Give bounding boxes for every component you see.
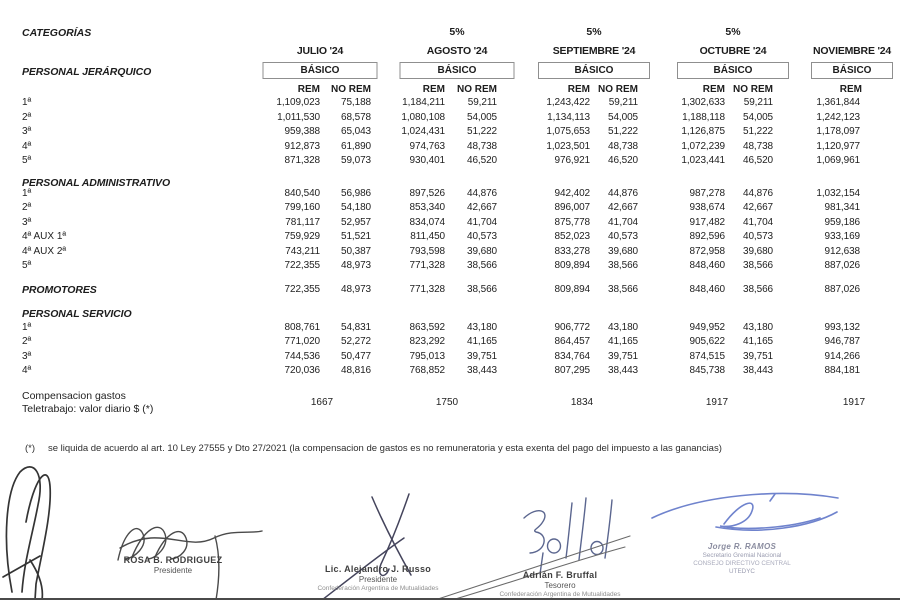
table-cell: 46,520	[608, 155, 638, 166]
section-title: PROMOTORES	[22, 284, 97, 296]
table-cell: 59,073	[341, 155, 371, 166]
table-cell: 834,074	[409, 216, 445, 228]
table-cell: 41,165	[608, 336, 638, 348]
table-cell: 1,032,154	[816, 188, 860, 199]
signer-name: Adrián F. Bruffal	[522, 570, 598, 580]
table-cell: 887,026	[824, 284, 860, 295]
table-cell: 1,069,961	[816, 155, 860, 166]
table-cell: 54,831	[341, 322, 371, 333]
table-cell: 1,126,875	[681, 126, 725, 137]
table-cell: 884,181	[824, 365, 860, 377]
table-cell: 1,024,431	[401, 126, 445, 137]
table-cell: 905,622	[689, 336, 725, 348]
table-cell: 942,402	[554, 188, 590, 199]
table-cell: 1,109,023	[276, 97, 320, 108]
category-row-label: 4ª AUX 2ª	[22, 245, 67, 257]
table-cell: 38,566	[608, 260, 638, 271]
table-cell: 39,751	[467, 350, 497, 362]
table-cell: 39,680	[743, 245, 773, 257]
table-cell: 795,013	[409, 350, 445, 362]
category-row-label: 5ª	[22, 260, 32, 271]
table-cell: 897,526	[409, 188, 445, 199]
table-cell: 42,667	[608, 202, 638, 214]
table-cell: 44,876	[743, 188, 773, 199]
table-cell: 43,180	[467, 322, 497, 333]
compensation-value: 1667	[310, 397, 334, 408]
table-cell: 1,080,108	[401, 111, 445, 123]
table-cell: 54,005	[608, 111, 638, 123]
table-cell: 946,787	[824, 336, 860, 348]
table-cell: 51,521	[341, 231, 371, 243]
table-cell: 933,169	[824, 231, 860, 243]
footnote-marker: (*)	[25, 443, 36, 454]
table-cell: 38,566	[467, 260, 497, 271]
month-header: AGOSTO '24	[426, 45, 488, 57]
no-rem-column-header: NO REM	[457, 84, 497, 95]
table-cell: 50,477	[341, 350, 371, 362]
signature-scribble-ramos	[652, 494, 838, 531]
table-cell: 720,036	[284, 365, 320, 377]
signature-block	[693, 542, 791, 576]
table-cell: 892,596	[689, 231, 725, 243]
table-cell: 1,134,113	[547, 111, 590, 123]
table-cell: 1,075,653	[546, 126, 590, 137]
compensation-value: 1834	[570, 397, 594, 408]
table-cell: 46,520	[743, 155, 773, 166]
basico-box: BÁSICO	[538, 62, 650, 79]
table-cell: 976,921	[554, 155, 590, 166]
table-cell: 41,704	[467, 216, 497, 228]
category-row-label: 2ª	[22, 111, 32, 123]
table-cell: 771,328	[409, 260, 445, 271]
category-row-label: 5ª	[22, 155, 32, 166]
table-cell: 853,340	[409, 202, 445, 214]
compensation-label-line1: Compensacion gastos	[22, 390, 126, 402]
table-cell: 799,160	[284, 202, 320, 214]
table-cell: 1,302,633	[681, 97, 725, 108]
no-rem-column-header: NO REM	[598, 84, 638, 95]
table-cell: 887,026	[824, 260, 860, 271]
rem-column-header: REM	[422, 84, 445, 95]
compensation-label-line2: Teletrabajo: valor diario $ (*)	[22, 403, 154, 415]
table-cell: 811,450	[410, 231, 445, 243]
table-cell: 793,598	[409, 245, 445, 257]
signer-title: Confederación Argentina de Mutualidades	[499, 591, 621, 599]
month-header: JULIO '24	[296, 45, 344, 57]
increase-percent-label: 5%	[725, 26, 741, 38]
table-cell: 38,566	[743, 260, 773, 271]
table-cell: 1,188,118	[682, 111, 725, 123]
signer-title: Presidente	[358, 575, 398, 585]
table-cell: 59,211	[467, 97, 497, 108]
table-cell: 39,751	[608, 350, 638, 362]
footnote-text: se liquida de acuerdo al art. 10 Ley 27555 y Dto 27/2021 (la compensacion de gastos es no remuneratoria y esta exenta del pago del impuesto a las ganancias)	[48, 443, 722, 454]
category-row-label: 3ª	[22, 350, 32, 362]
table-cell: 39,680	[608, 245, 638, 257]
table-cell: 930,401	[409, 155, 445, 166]
month-header: OCTUBRE '24	[699, 45, 767, 57]
table-cell: 938,674	[689, 202, 725, 214]
table-cell: 38,566	[608, 284, 638, 295]
compensation-value: 1750	[435, 397, 459, 408]
table-cell: 75,188	[341, 97, 371, 108]
section-title: PERSONAL JERÁRQUICO	[22, 66, 152, 78]
table-cell: 44,876	[608, 188, 638, 199]
table-cell: 874,515	[689, 350, 725, 362]
table-cell: 54,005	[743, 111, 773, 123]
table-cell: 993,132	[824, 322, 860, 333]
basico-box: BÁSICO	[811, 62, 893, 79]
table-cell: 44,876	[467, 188, 497, 199]
table-cell: 1,120,977	[816, 140, 860, 152]
table-cell: 38,443	[467, 365, 497, 377]
signature-block	[317, 564, 438, 593]
table-cell: 48,816	[341, 365, 371, 377]
table-cell: 959,186	[824, 216, 860, 228]
table-cell: 771,328	[409, 284, 445, 295]
table-cell: 42,667	[743, 202, 773, 214]
signature-block	[499, 570, 620, 599]
category-row-label: 2ª	[22, 202, 32, 214]
table-cell: 1,178,097	[816, 126, 860, 137]
table-cell: 51,222	[743, 126, 773, 137]
compensation-value: 1917	[842, 397, 866, 408]
table-cell: 833,278	[554, 245, 590, 257]
rem-column-header: REM	[567, 84, 590, 95]
table-cell: 38,443	[608, 365, 638, 377]
month-header: SEPTIEMBRE '24	[552, 45, 636, 57]
table-cell: 1,023,501	[546, 140, 590, 152]
table-cell: 840,540	[284, 188, 320, 199]
table-cell: 809,894	[554, 284, 590, 295]
table-cell: 39,680	[467, 245, 497, 257]
table-cell: 51,222	[467, 126, 497, 137]
compensation-value: 1917	[705, 397, 729, 408]
table-cell: 41,704	[743, 216, 773, 228]
basico-box: BÁSICO	[677, 62, 789, 79]
table-cell: 41,704	[608, 216, 638, 228]
category-row-label: 4ª	[22, 140, 32, 152]
section-title: PERSONAL SERVICIO	[22, 307, 132, 320]
table-cell: 848,460	[689, 284, 725, 295]
signer-name: Jorge R. RAMOS	[707, 542, 777, 551]
signer-name: Lic. Alejandro J. Russo	[324, 564, 432, 574]
table-cell: 61,890	[341, 140, 371, 152]
table-cell: 52,957	[341, 216, 371, 228]
table-cell: 41,165	[743, 336, 773, 348]
category-row-label: 4ª AUX 1ª	[22, 231, 67, 243]
table-cell: 1,242,123	[816, 111, 860, 123]
table-cell: 54,005	[467, 111, 497, 123]
table-cell: 852,023	[554, 231, 590, 243]
table-cell: 912,638	[824, 245, 860, 257]
table-cell: 807,295	[554, 365, 590, 377]
table-cell: 744,536	[284, 350, 320, 362]
table-cell: 56,986	[341, 188, 371, 199]
table-cell: 808,761	[284, 322, 320, 333]
table-cell: 68,578	[341, 111, 371, 123]
table-cell: 39,751	[743, 350, 773, 362]
table-cell: 759,929	[284, 231, 320, 243]
table-cell: 59,211	[608, 97, 638, 108]
table-cell: 974,763	[409, 140, 445, 152]
signer-name: ROSA B. RODRIGUEZ	[123, 555, 223, 565]
category-row-label: 1ª	[22, 322, 32, 333]
table-cell: 1,361,844	[816, 97, 860, 108]
table-cell: 48,973	[341, 260, 371, 271]
category-row-label: 3ª	[22, 126, 32, 137]
table-cell: 871,328	[284, 155, 320, 166]
category-row-label: 2ª	[22, 336, 32, 348]
table-cell: 912,873	[284, 140, 320, 152]
rem-column-header: REM	[839, 84, 862, 95]
table-cell: 65,043	[341, 126, 371, 137]
table-cell: 40,573	[608, 231, 638, 243]
signature-scribble-unlabeled	[3, 467, 50, 600]
rem-column-header: REM	[297, 84, 320, 95]
category-row-label: 1ª	[22, 97, 32, 108]
signer-title: Secretario Gremial Nacional	[702, 552, 782, 559]
table-cell: 863,592	[409, 322, 445, 333]
table-cell: 1,184,211	[402, 97, 445, 108]
category-row-label: 1ª	[22, 188, 32, 199]
signer-title: Tesorero	[544, 581, 576, 591]
table-cell: 848,460	[689, 260, 725, 271]
table-cell: 46,520	[467, 155, 497, 166]
basico-box: BÁSICO	[263, 62, 378, 79]
table-cell: 43,180	[743, 322, 773, 333]
table-cell: 40,573	[743, 231, 773, 243]
table-cell: 48,738	[743, 140, 773, 152]
table-cell: 768,852	[409, 365, 445, 377]
table-cell: 48,738	[608, 140, 638, 152]
table-cell: 722,355	[284, 260, 320, 271]
table-cell: 48,738	[467, 140, 497, 152]
table-cell: 823,292	[409, 336, 445, 348]
table-cell: 51,222	[608, 126, 638, 137]
table-cell: 50,387	[341, 245, 371, 257]
table-cell: 809,894	[554, 260, 590, 271]
table-cell: 40,573	[467, 231, 497, 243]
signer-title: Presidente	[153, 566, 193, 576]
table-cell: 845,738	[689, 365, 725, 377]
table-cell: 987,278	[689, 188, 725, 199]
table-cell: 864,457	[554, 336, 590, 348]
table-cell: 38,566	[743, 284, 773, 295]
table-cell: 981,341	[824, 202, 860, 214]
table-cell: 38,443	[743, 365, 773, 377]
table-cell: 875,778	[554, 216, 590, 228]
no-rem-column-header: NO REM	[733, 84, 773, 95]
table-cell: 38,566	[467, 284, 497, 295]
increase-percent-label: 5%	[449, 26, 465, 38]
table-cell: 54,180	[341, 202, 371, 214]
table-cell: 914,266	[824, 350, 860, 362]
categories-label: CATEGORÍAS	[22, 27, 92, 39]
section-title: PERSONAL ADMINISTRATIVO	[22, 177, 171, 189]
increase-percent-label: 5%	[586, 26, 602, 38]
table-cell: 896,007	[554, 202, 590, 214]
table-cell: 1,023,441	[681, 155, 725, 166]
table-cell: 949,952	[689, 322, 725, 333]
table-cell: 48,973	[341, 284, 371, 295]
signer-title: UTEDYC	[729, 567, 755, 575]
signature-block	[124, 555, 223, 576]
month-header: NOVIEMBRE '24	[812, 45, 892, 57]
table-cell: 771,020	[284, 336, 320, 348]
table-cell: 1,072,239	[681, 140, 725, 152]
signer-title: Confederación Argentina de Mutualidades	[317, 585, 439, 593]
table-cell: 52,272	[341, 336, 371, 348]
table-cell: 906,772	[554, 322, 590, 333]
no-rem-column-header: NO REM	[331, 84, 371, 95]
table-cell: 834,764	[554, 350, 590, 362]
table-cell: 917,482	[689, 216, 725, 228]
table-cell: 743,211	[285, 245, 320, 257]
signer-title: CONSEJO DIRECTIVO CENTRAL	[693, 559, 791, 567]
table-cell: 42,667	[467, 202, 497, 214]
category-row-label: 4ª	[22, 365, 32, 377]
table-cell: 781,117	[285, 216, 320, 228]
table-cell: 59,211	[743, 97, 773, 108]
table-cell: 1,243,422	[546, 97, 590, 108]
table-cell: 722,355	[284, 284, 320, 295]
table-cell: 872,958	[689, 245, 725, 257]
table-cell: 41,165	[467, 336, 497, 348]
table-cell: 1,011,530	[277, 111, 320, 123]
rem-column-header: REM	[702, 84, 725, 95]
category-row-label: 3ª	[22, 216, 32, 228]
table-cell: 43,180	[608, 322, 638, 333]
table-cell: 959,388	[284, 126, 320, 137]
basico-box: BÁSICO	[400, 62, 515, 79]
